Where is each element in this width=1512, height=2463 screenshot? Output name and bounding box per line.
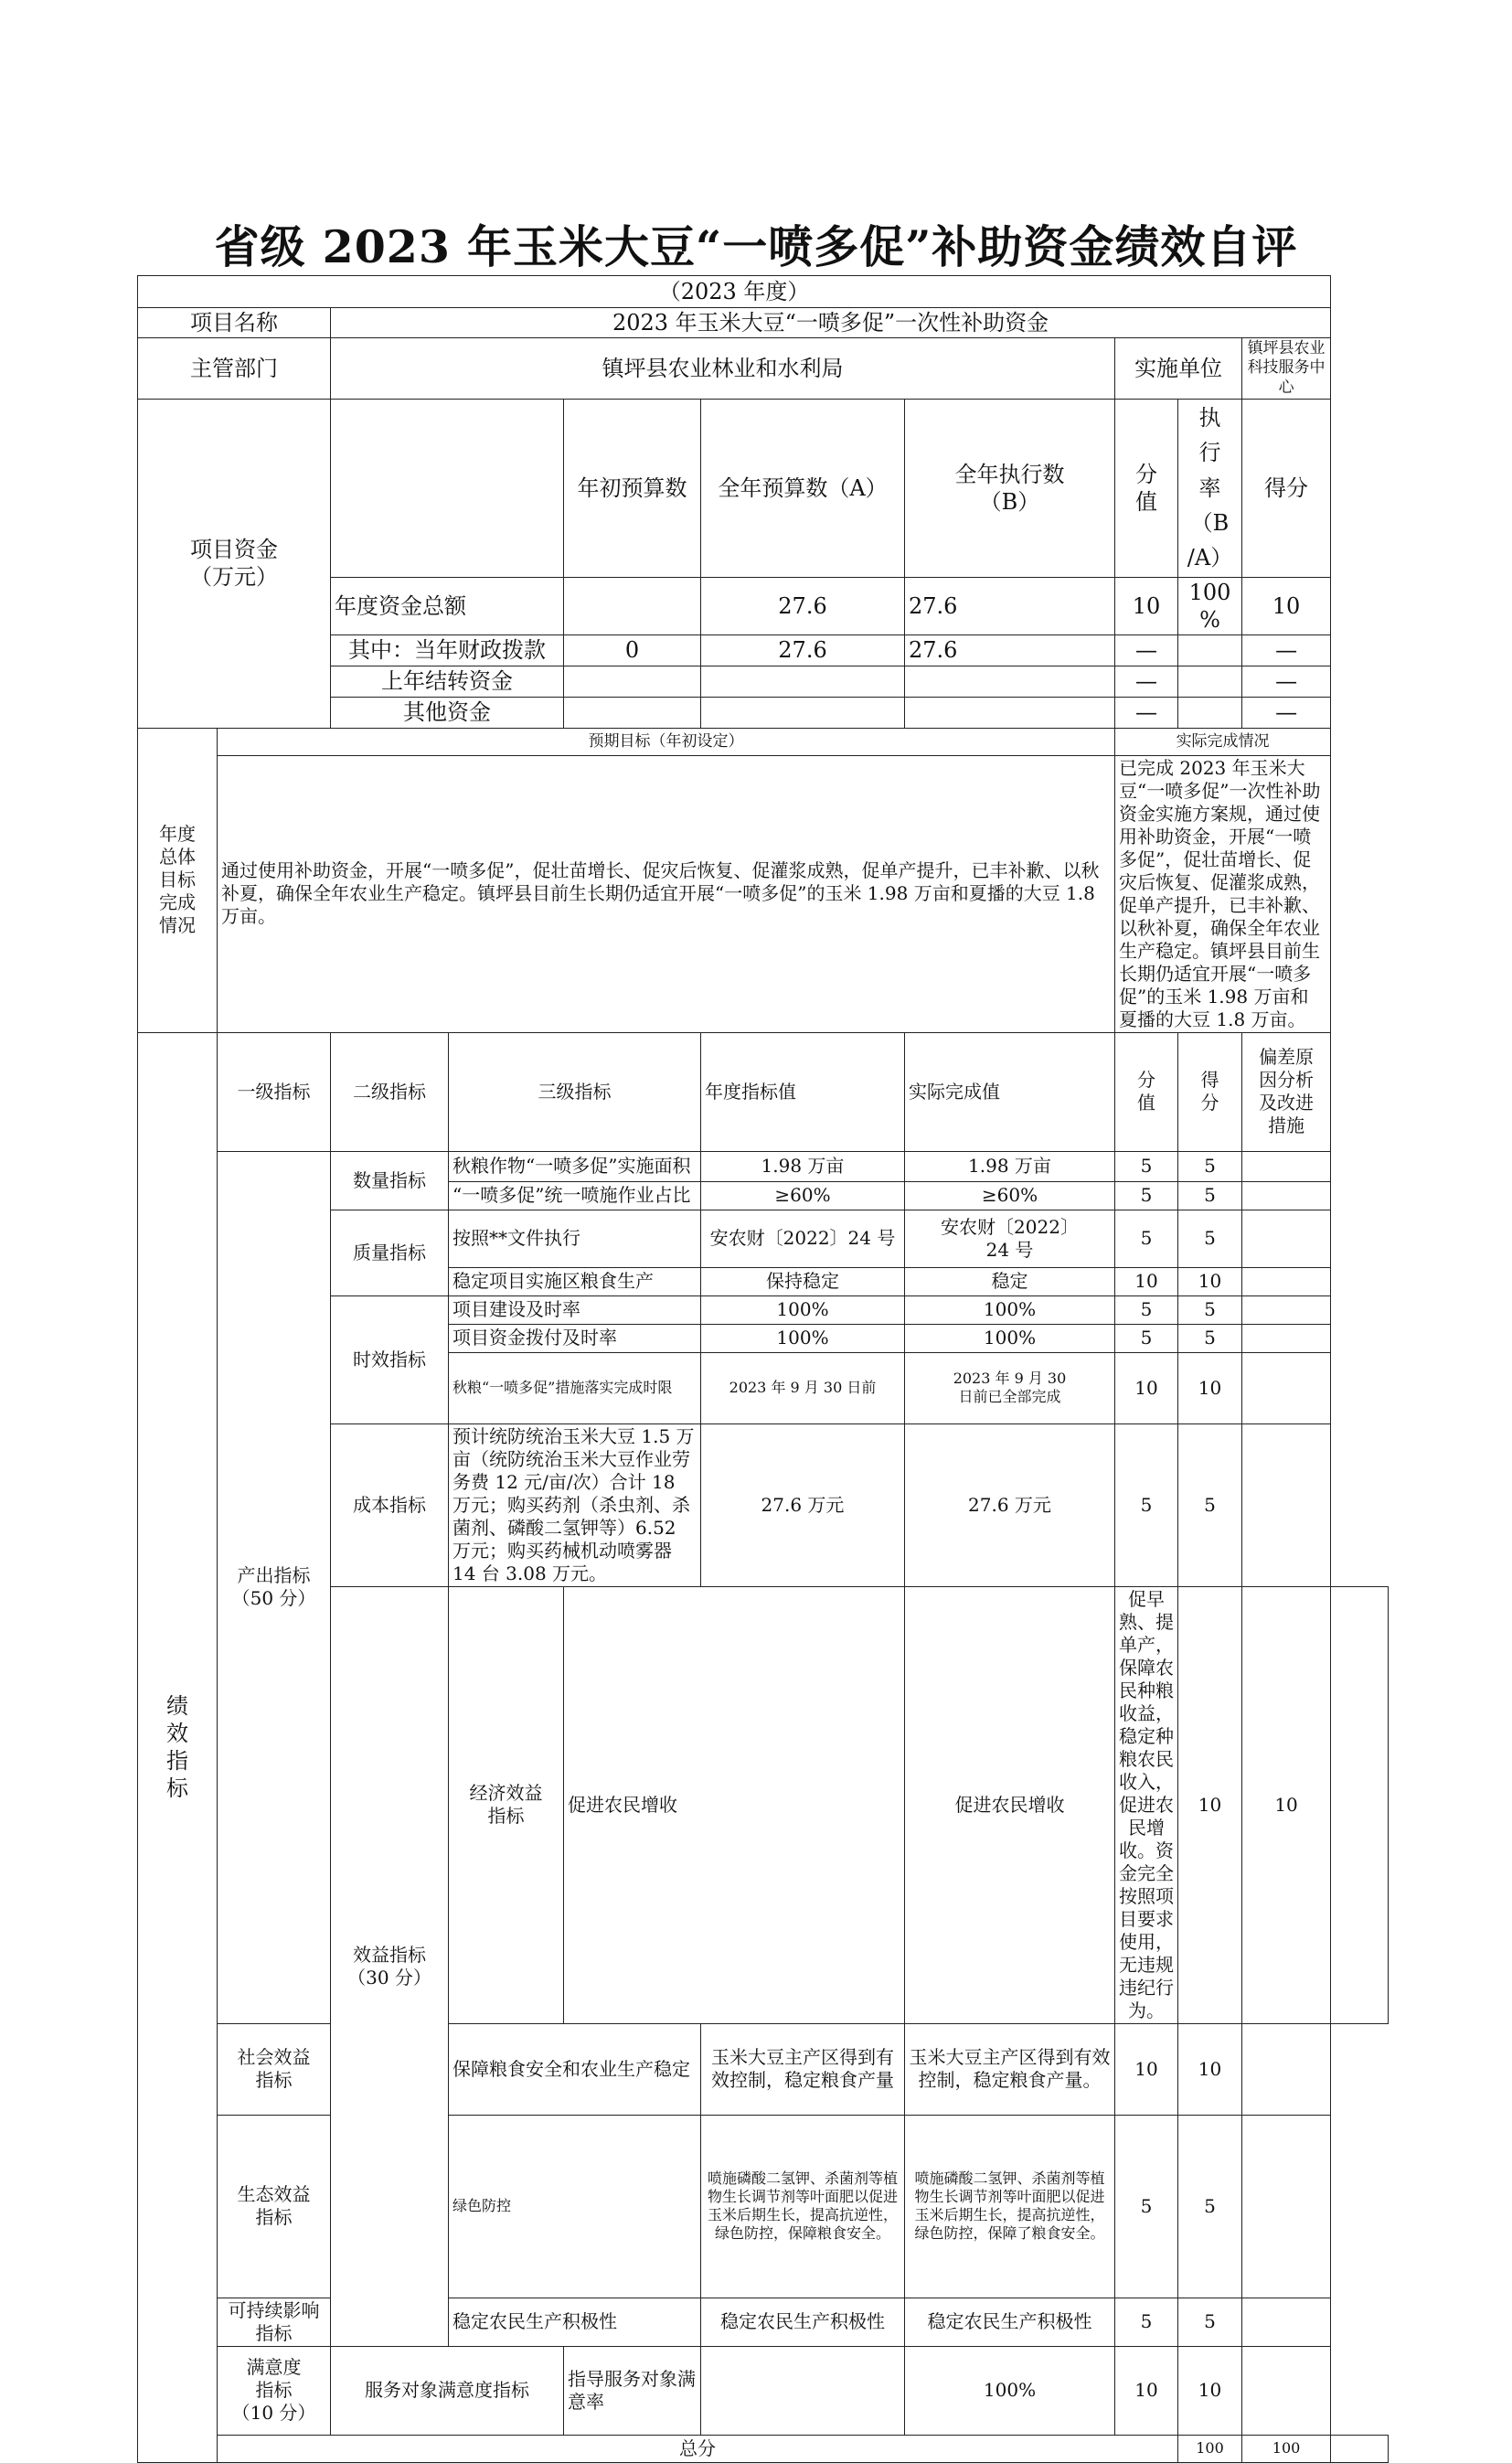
goals-label: 年度 总体 目标 完成 情况 [138,728,218,1032]
perf-score: 10 [1242,1586,1331,2023]
perf-actual: 100% [905,1295,1115,1324]
perf-l3: 绿色防控 [449,2115,701,2298]
perf-weight: 5 [1115,1324,1178,1352]
perf-actual: 促早熟、提单产，保障农民种粮收益，稳定种粮农民收入，促进农民增收。资金完全按照项目要求使用，无违规违纪行为。 [1115,1586,1178,2023]
funds-row-weight: 10 [1115,577,1178,634]
perf-actual: 100% [905,1324,1115,1352]
perf-l1-satisfaction: 满意度 指标 （10 分） [218,2346,331,2435]
performance-evaluation-table [137,275,1389,2463]
perf-l3: 项目建设及时率 [449,1295,701,1324]
perf-target [701,2346,905,2435]
funds-row-rate [1178,697,1242,728]
perf-header-deviation: 偏差原 因分析 及改进 措施 [1242,1032,1331,1151]
goals-expected-header: 预期目标（年初设定） [218,728,1115,755]
perf-weight: 10 [1115,2346,1178,2435]
perf-score: 5 [1178,1210,1242,1267]
perf-weight: 5 [1115,1423,1178,1586]
goals-actual-text: 已完成 2023 年玉米大豆“一喷多促”一次性补助资金实施方案规，通过使用补助资金，开展“一喷多促”，促壮苗增长、促灾后恢复、促灌浆成熟，促单产提升，已丰补歉、以秋补夏，确保全年农业生产稳定。镇坪县目前生长期仍适宜开展“一喷多促”的玉米 1.98 万亩和夏播的大豆 1.8 万亩。 [1115,755,1331,1032]
funds-row-weight: — [1115,666,1178,697]
funds-header-rate: 执 行 率 （B /A） [1178,399,1242,577]
perf-l3: 稳定农民生产积极性 [449,2298,701,2346]
perf-score: 10 [1178,1352,1242,1423]
perf-l2: 服务对象满意度指标 [331,2346,564,2435]
project-name-label: 项目名称 [138,308,331,338]
dept-value: 镇坪县农业林业和水利局 [331,338,1115,400]
funds-row-executed [905,666,1115,697]
perf-deviation [1242,1181,1331,1210]
perf-target: 27.6 万元 [701,1423,905,1586]
perf-actual: 稳定农民生产积极性 [905,2298,1115,2346]
perf-deviation [1242,2115,1331,2298]
perf-l2: 生态效益 指标 [218,2115,331,2298]
perf-target: 100% [701,1295,905,1324]
perf-deviation [1331,1586,1389,2023]
perf-deviation [1242,2023,1331,2115]
perf-deviation [1242,2346,1331,2435]
perf-l2: 质量指标 [331,1210,449,1295]
perf-weight: 5 [1115,2115,1178,2298]
perf-target: 2023 年 9 月 30 日前 [701,1352,905,1423]
perf-header-score: 得 分 [1178,1032,1242,1151]
perf-actual: 100% [905,2346,1115,2435]
perf-score: 10 [1178,1267,1242,1295]
perf-actual: 27.6 万元 [905,1423,1115,1586]
funds-row-weight: — [1115,697,1178,728]
perf-l3: 促进农民增收 [564,1586,905,2023]
perf-score: 5 [1178,1295,1242,1324]
perf-target: 玉米大豆主产区得到有效控制，稳定粮食产量 [701,2023,905,2115]
perf-l3: 指导服务对象满意率 [564,2346,701,2435]
perf-score: 5 [1178,1181,1242,1210]
perf-weight: 5 [1115,1181,1178,1210]
perf-weight: 10 [1178,1586,1242,2023]
perf-weight: 10 [1115,2023,1178,2115]
funds-row-weight: — [1115,634,1178,666]
perf-weight: 5 [1115,1210,1178,1267]
funds-row-annual [701,697,905,728]
perf-actual: ≥60% [905,1181,1115,1210]
perf-actual: 喷施磷酸二氢钾、杀菌剂等植物生长调节剂等叶面肥以促进玉米后期生长，提高抗逆性，绿色防控，保障了粮食安全。 [905,2115,1115,2298]
total-score: 100 [1242,2435,1331,2462]
funds-row-rate [1178,634,1242,666]
funds-label: 项目资金 （万元） [138,399,331,728]
perf-l2: 可持续影响 指标 [218,2298,331,2346]
perf-l1-output: 产出指标 （50 分） [218,1151,331,2023]
perf-l2: 经济效益 指标 [449,1586,564,2023]
perf-deviation [1242,1151,1331,1181]
perf-target: 喷施磷酸二氢钾、杀菌剂等植物生长调节剂等叶面肥以促进玉米后期生长，提高抗逆性，绿色防控，保障粮食安全。 [701,2115,905,2298]
perf-weight: 10 [1115,1267,1178,1295]
year-label: （2023 年度） [138,276,1331,308]
perf-deviation [1242,1324,1331,1352]
funds-row-score: — [1242,666,1331,697]
perf-target: 保持稳定 [701,1267,905,1295]
perf-weight: 5 [1115,1151,1178,1181]
funds-row-initial [564,577,701,634]
funds-row-annual [701,666,905,697]
perf-l3: 保障粮食安全和农业生产稳定 [449,2023,701,2115]
perf-l2: 社会效益 指标 [218,2023,331,2115]
perf-score: 5 [1178,2298,1242,2346]
page-title: 省级 2023 年玉米大豆“一喷多促”补助资金绩效自评 [214,220,1298,273]
goals-actual-header: 实际完成情况 [1115,728,1331,755]
perf-header-actual: 实际完成值 [905,1032,1115,1151]
funds-row-label: 年度资金总额 [331,577,564,634]
funds-header-executed: 全年执行数 （B） [905,399,1115,577]
funds-header-score: 得分 [1242,399,1331,577]
funds-row-label: 上年结转资金 [331,666,564,697]
perf-deviation [1242,1210,1331,1267]
funds-row-initial [564,697,701,728]
perf-score: 10 [1178,2346,1242,2435]
perf-score: 5 [1178,2115,1242,2298]
perf-side-label: 绩 效 指 标 [138,1032,218,2462]
funds-row-initial [564,666,701,697]
total-deviation [1331,2435,1389,2462]
funds-row-score: — [1242,634,1331,666]
funds-header-blank [331,399,564,577]
perf-actual: 1.98 万亩 [905,1151,1115,1181]
perf-actual: 2023 年 9 月 30 日前已全部完成 [905,1352,1115,1423]
perf-target: 稳定农民生产积极性 [701,2298,905,2346]
perf-weight: 5 [1115,2298,1178,2346]
funds-row-annual: 27.6 [701,577,905,634]
perf-actual: 安农财〔2022〕 24 号 [905,1210,1115,1267]
funds-header-annual: 全年预算数（A） [701,399,905,577]
perf-l2: 时效指标 [331,1295,449,1423]
perf-l2: 数量指标 [331,1151,449,1210]
perf-target: 1.98 万亩 [701,1151,905,1181]
perf-l3: “一喷多促”统一喷施作业占比 [449,1181,701,1210]
perf-target: ≥60% [701,1181,905,1210]
perf-target: 100% [701,1324,905,1352]
perf-l3: 项目资金拨付及时率 [449,1324,701,1352]
perf-header-l3: 三级指标 [449,1032,701,1151]
funds-row-label: 其他资金 [331,697,564,728]
perf-header-weight: 分 值 [1115,1032,1178,1151]
perf-header-l1: 一级指标 [218,1032,331,1151]
perf-l3: 秋粮作物“一喷多促”实施面积 [449,1151,701,1181]
funds-row-rate: 100 % [1178,577,1242,634]
goals-expected-text: 通过使用补助资金，开展“一喷多促”，促壮苗增长、促灾后恢复、促灌浆成熟，促单产提升，已丰补歉、以秋补夏，确保全年农业生产稳定。镇坪县目前生长期仍适宜开展“一喷多促”的玉米 1.98 万亩和夏播的大豆 1.8 万亩。 [218,755,1115,1032]
perf-weight: 5 [1115,1295,1178,1324]
funds-row-initial: 0 [564,634,701,666]
funds-row-executed: 27.6 [905,577,1115,634]
funds-header-initial: 年初预算数 [564,399,701,577]
perf-score: 5 [1178,1324,1242,1352]
perf-l2: 成本指标 [331,1423,449,1586]
funds-header-weight: 分 值 [1115,399,1178,577]
perf-deviation [1242,1423,1331,1586]
dept-label: 主管部门 [138,338,331,400]
perf-score: 5 [1178,1151,1242,1181]
perf-deviation [1242,1352,1331,1423]
funds-row-rate [1178,666,1242,697]
perf-deviation [1242,2298,1331,2346]
perf-target: 安农财〔2022〕24 号 [701,1210,905,1267]
perf-actual: 玉米大豆主产区得到有效控制，稳定粮食产量。 [905,2023,1115,2115]
perf-l1-benefit: 效益指标 （30 分） [331,1586,449,2346]
perf-l3: 秋粮“一喷多促”措施落实完成时限 [449,1352,701,1423]
perf-deviation [1242,1267,1331,1295]
perf-l3: 稳定项目实施区粮食生产 [449,1267,701,1295]
funds-row-label: 其中：当年财政拨款 [331,634,564,666]
perf-l3: 预计统防统治玉米大豆 1.5 万亩（统防统治玉米大豆作业劳务费 12 元/亩/次）合计 18 万元；购买药剂（杀虫剂、杀菌剂、磷酸二氢钾等）6.52 万元；购买药械机动喷雾器 14 台 3.08 万元。 [449,1423,701,1586]
perf-header-l2: 二级指标 [331,1032,449,1151]
perf-header-target: 年度指标值 [701,1032,905,1151]
perf-l3: 按照**文件执行 [449,1210,701,1267]
funds-row-annual: 27.6 [701,634,905,666]
funds-row-score: 10 [1242,577,1331,634]
funds-row-executed: 27.6 [905,634,1115,666]
funds-row-executed [905,697,1115,728]
funds-row-score: — [1242,697,1331,728]
perf-target: 促进农民增收 [905,1586,1115,2023]
impl-value: 镇坪县农业科技服务中心 [1242,338,1331,400]
impl-label: 实施单位 [1115,338,1242,400]
perf-actual: 稳定 [905,1267,1115,1295]
perf-score: 5 [1178,1423,1242,1586]
total-weight: 100 [1178,2435,1242,2462]
total-label: 总分 [218,2435,1178,2462]
perf-deviation [1242,1295,1331,1324]
project-name-value: 2023 年玉米大豆“一喷多促”一次性补助资金 [331,308,1331,338]
perf-weight: 10 [1115,1352,1178,1423]
perf-score: 10 [1178,2023,1242,2115]
